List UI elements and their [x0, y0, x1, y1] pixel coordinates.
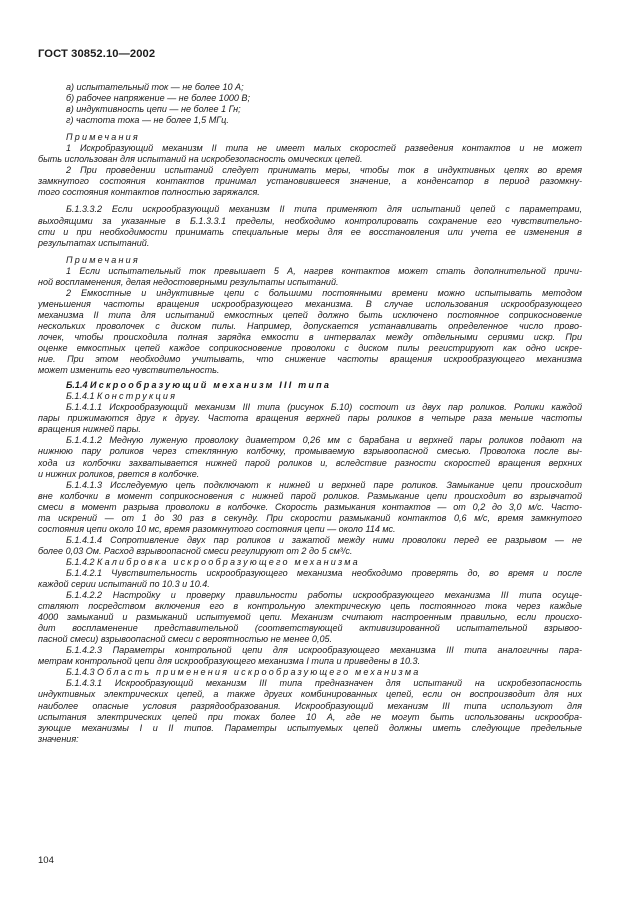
text-line: ние. При этом необходимо учитывать, что снижение частоты вращения искрообразующего механизма — [38, 354, 582, 365]
section-number: Б.1.4.3 — [66, 667, 95, 678]
text-line: Б.1.4.2.1 Чувствительность искрообразующего механизма необходимо проверять до, во время и после — [66, 567, 582, 578]
text-line: Б.1.4.1.1 Искрообразующий механизм III типа (рисунок Б.10) состоит из двух пар роликов. Ролики каждой — [66, 402, 582, 413]
text-line: хода из колбочки захватывается нижней парой роликов и, вследствие разности скоростей вращения верхних — [38, 457, 582, 468]
text-line: механизма II типа для испытаний емкостных цепей должно быть исключено постоянное соприкосновение — [38, 309, 582, 320]
text-line: замкнутого состояния контактов принимал установившееся значение, а конденсатор в период разомкну- — [38, 176, 582, 187]
text-line: смеси в момент разрыва проволоки в колбочке. Скорость размыкания контактов — от 0,2 до 3,0 м/с. Часто- — [38, 501, 582, 512]
text-line: г) частота тока — не более 1,5 МГц. — [66, 115, 229, 126]
text-line: Б.1.4.1.4 Сопротивление двух пар роликов и зажатой между ними проволоки перед ее разрывом — не — [66, 534, 582, 545]
text-line: б) рабочее напряжение — не более 1000 В; — [66, 93, 250, 104]
text-line: 2 При проведении испытаний следует принимать меры, чтобы ток в индуктивных цепях во время — [66, 165, 582, 176]
text-line: 1 Искробразующий механизм II типа не имеет малых скоростей разведения контактов и не может — [66, 143, 582, 154]
section-number: Б.1.4.2 — [66, 556, 95, 567]
subsection-heading — [38, 667, 582, 678]
text-line: пасной смеси) взрывоопасной смеси с вероятностью не менее 0,05. — [38, 634, 333, 645]
section-number: Б.1.4 — [66, 380, 88, 391]
text-line: ствляют посредством включения его в контрольную электрическую цепь постоянного тока через каждые — [38, 601, 582, 612]
text-line: та искрений — от 1 до 30 раз в секунду. При скорости размыканий контактов 0,6 м/с, время замкнутого — [38, 512, 582, 523]
note-heading: Примечания — [66, 254, 140, 265]
text-line: зующие механизмы I и II типов. Параметры испытуемых цепей должны иметь следующие предельные — [38, 722, 582, 733]
text-line: значения: — [38, 733, 79, 744]
text-line: уменьшения частоты вращения искрообразующего механизма. В случае использования искрообразующего — [38, 298, 582, 309]
text-line: ной воспламенения, делая недостоверными результаты испытаний. — [38, 276, 339, 287]
section-title: Калибровка искрообразующего механизма — [97, 556, 360, 567]
subsection-heading — [38, 391, 582, 402]
text-line: испытания электрических цепей при токах более 10 А, где не могут быть использованы искрообра- — [38, 711, 582, 722]
text-line: более 0,03 Ом. Расход взрывоопасной смеси регулируют от 2 до 5 см³/с. — [38, 545, 353, 556]
text-line: и нижних роликов, рвется в колбочке. — [38, 468, 200, 479]
body-text — [38, 82, 582, 745]
text-line: Б.1.4.2.2 Настройку и проверку правильности работы искрообразующего механизма III типа осуще- — [66, 590, 582, 601]
text-line: 4000 замыканий и размыканий испытуемой цепи. Механизм считают настроенным правильно, если происхо- — [38, 612, 582, 623]
section-title: Искрообразующий механизм III типа — [90, 380, 332, 391]
text-line: а) испытательный ток — не более 10 А; — [66, 82, 244, 92]
text-line: Б.1.4.1.3 Исследуемую цепь подключают к нижней и верхней паре роликов. Замыкание цепи происходит — [66, 479, 582, 490]
section-title: Область применения искрообразующего механизма — [97, 667, 421, 678]
text-line: пары прижимаются друг к другу. Частота вращения верхней пары роликов в четыре раза меньше частоты — [38, 413, 582, 424]
text-line: Б.1.4.3.1 Искрообразующий механизм III типа предназначен для испытаний на искробезопасность — [66, 678, 582, 689]
text-line: может изменить его чувствительность. — [38, 365, 220, 376]
page-number: 104 — [38, 855, 54, 866]
text-line: дит воспламенение представительной (соответствующей активизированной испытательной взрывоо- — [38, 623, 582, 634]
text-line: 2 Емкостные и индуктивные цепи с большими постоянными времени можно испытывать методом — [66, 287, 582, 298]
note-heading: Примечания — [66, 132, 140, 143]
text-line: оценке емкостных цепей каждое соприкосновение проволоки с диском пилы регистрируют как одно искре- — [38, 343, 582, 354]
text-line: сти и при необходимости принимать специальные меры для ее восстановления или учета ее изменения в — [38, 226, 582, 237]
text-line: каждой серии испытаний по 10.3 и 10.4. — [38, 579, 210, 590]
text-line: лочек, чтобы происходила полная зарядка емкости в интервалах между отдельными сериями искр. При — [38, 331, 582, 342]
text-line: Б.1.4.1.2 Медную луженую проволоку диаметром 0,26 мм с барабана и верхней пары роликов подают на — [66, 435, 582, 446]
text-line: вращения нижней пары. — [38, 424, 141, 435]
text-line: нескольких проволочек с диском пилы. Например, допускается устанавливать определенное число прово- — [38, 320, 582, 331]
page-header-standard-number: ГОСТ 30852.10—2002 — [38, 48, 156, 60]
text-line: Б.1.3.3.2 Если искрообразующий механизм II типа применяют для испытаний цепей с параметрами, — [66, 204, 582, 215]
text-line: вне колбочки в момент соприкосновения с нижней парой роликов. Размыкание цепи происходит во взрывчатой — [38, 490, 582, 501]
text-line: 1 Если испытательный ток превышает 5 А, нагрев контактов может стать дополнительной причи- — [66, 265, 582, 276]
section-heading — [38, 380, 582, 391]
text-line: метрам контрольной цепи для искрообразующего механизма I типа и приведены в 10.3. — [38, 656, 421, 667]
section-title: Конструкция — [97, 391, 178, 402]
section-number: Б.1.4.1 — [66, 391, 95, 402]
text-line: индуктивных электрических цепей, а также других комбинированных цепей, если он воспроизводит для них — [38, 689, 582, 700]
text-line: нижнюю пару роликов через стеклянную колбочку, промываемую взрывоопасной смесью. Проволока после вы- — [38, 446, 582, 457]
text-line: Б.1.4.2.3 Параметры контрольной цепи для искрообразующего механизма III типа аналогичны пара- — [66, 645, 582, 656]
subsection-heading — [38, 557, 582, 568]
text-line: выходящими за указанные в Б.1.3.3.1 пределы, необходимо контролировать сохранение его чувствительно- — [38, 215, 582, 226]
text-line: быть использован для испытаний на искробезопасность омических цепей. — [38, 154, 363, 165]
text-line: состояния цепи около 10 мс, время разомкнутого состояния цепи — около 114 мс. — [38, 523, 396, 534]
text-line: в) индуктивность цепи — не более 1 Гн; — [66, 104, 241, 115]
text-line: результатах испытаний. — [38, 237, 150, 248]
text-line: наиболее опасные условия разрядообразования. Искрообразующий механизм III типа используют для — [38, 700, 582, 711]
text-line: того состояния контактов полностью заряжался. — [38, 187, 260, 198]
